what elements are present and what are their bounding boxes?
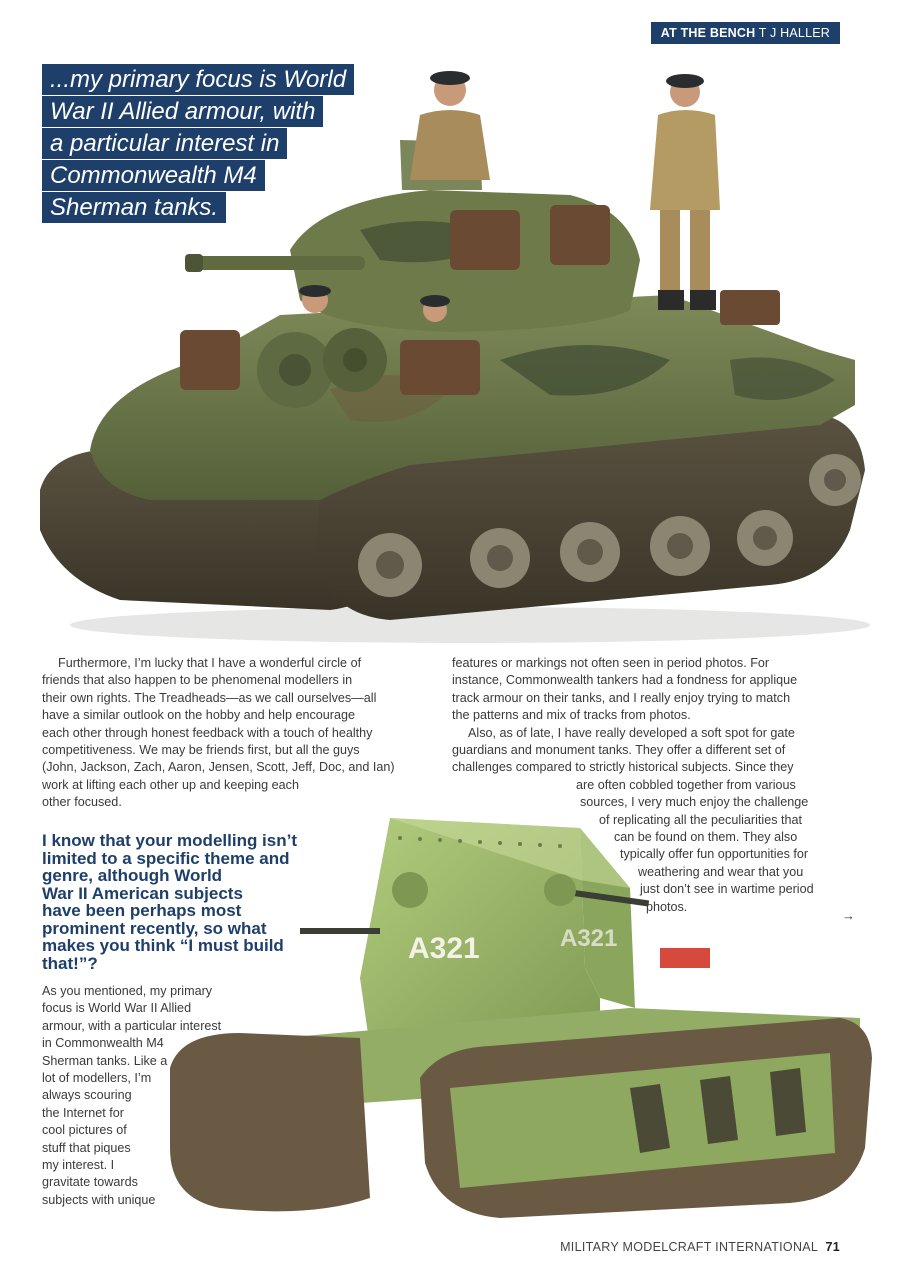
body-line: instance, Commonwealth tankers had a fondness for applique [452, 673, 798, 688]
right-column-text [452, 655, 844, 916]
page-number: 71 [825, 1240, 840, 1254]
answer-line: stuff that piques [42, 1140, 131, 1155]
body-line: (John, Jackson, Zach, Aaron, Jensen, Scott, Jeff, Doc, and Ian) [42, 760, 395, 775]
body-line: friends that also happen to be phenomenal modellers in [42, 673, 353, 688]
answer-line: armour, with a particular interest [42, 1018, 222, 1033]
question-line: limited to a specific theme and [42, 848, 290, 868]
body-line: of replicating all the peculiarities that [599, 812, 803, 827]
page-footer [560, 1240, 840, 1254]
body-line: competitiveness. We may be friends first, but all the guys [42, 743, 360, 758]
body-line: other focused. [42, 795, 122, 810]
body-line: are often cobbled together from various [576, 777, 796, 792]
answer-line: subjects with unique [42, 1192, 156, 1207]
body-line: photos. [646, 899, 688, 914]
magazine-name: MILITARY MODELCRAFT INTERNATIONAL [560, 1240, 818, 1254]
body-line: guardians and monument tanks. They offer a different set of [452, 743, 786, 758]
interview-answer [42, 983, 221, 1209]
section-name: AT THE BENCH [660, 26, 756, 40]
continue-arrow-icon: → [842, 908, 855, 923]
body-line: work at lifting each other up and keeping each [42, 777, 299, 792]
answer-line: my interest. I [42, 1158, 115, 1173]
question-line: makes you think “I must build [42, 936, 284, 955]
interview-question [42, 832, 342, 972]
answer-line: Sherman tanks. Like a [42, 1053, 168, 1068]
pull-quote-line: ...my primary focus is World [42, 64, 354, 95]
answer-line: always scouring [42, 1088, 132, 1103]
question-line: I know that your modelling isn’t [42, 831, 298, 850]
answer-line: gravitate towards [42, 1175, 138, 1190]
body-line: sources, I very much enjoy the challenge [580, 795, 809, 810]
body-line: can be found on them. They also [614, 830, 798, 845]
question-line: prominent recently, so what [42, 918, 267, 938]
tank-marking-main: A321 [408, 932, 480, 965]
answer-line: the Internet for [42, 1105, 124, 1120]
body-line: the patterns and mix of tracks from photos. [452, 708, 691, 723]
pull-quote-line: Sherman tanks. [42, 192, 226, 223]
body-line: just don’t see in wartime period [640, 882, 814, 897]
pull-quote-line: War II Allied armour, with [42, 96, 323, 127]
section-header-tag [651, 22, 840, 44]
pull-quote [42, 64, 354, 224]
body-line: each other through honest feedback with a touch of healthy [42, 725, 373, 740]
pull-quote-line: a particular interest in [42, 128, 287, 159]
question-line: War II American subjects [42, 883, 243, 903]
body-line: Also, as of late, I have really developed a soft spot for gate [468, 725, 795, 740]
body-line: have a similar outlook on the hobby and help encourage [42, 708, 355, 723]
body-line: challenges compared to strictly historical subjects. Since they [452, 760, 794, 775]
body-line: typically offer fun opportunities for [620, 847, 809, 862]
author-name: T J HALLER [758, 26, 830, 40]
body-line: their own rights. The Treadheads—as we call ourselves—all [42, 690, 377, 705]
question-line: have been perhaps most [42, 901, 242, 920]
answer-line: in Commonwealth M4 [42, 1036, 164, 1051]
pull-quote-line: Commonwealth M4 [42, 160, 265, 191]
answer-line: As you mentioned, my primary [42, 984, 213, 998]
body-line: Furthermore, I’m lucky that I have a wonderful circle of [58, 656, 362, 670]
answer-line: lot of modellers, I’m [42, 1071, 152, 1086]
left-column-text [42, 655, 394, 812]
tank-marking-side: A321 [560, 925, 618, 952]
question-line: that!”? [42, 953, 98, 973]
question-line: genre, although World [42, 866, 223, 885]
body-line: weathering and wear that you [638, 864, 804, 879]
answer-line: focus is World War II Allied [42, 1001, 192, 1016]
body-line: track armour on their tanks, and I really enjoy trying to match [452, 690, 791, 705]
body-line: features or markings not often seen in period photos. For [452, 656, 770, 670]
answer-line: cool pictures of [42, 1123, 127, 1138]
